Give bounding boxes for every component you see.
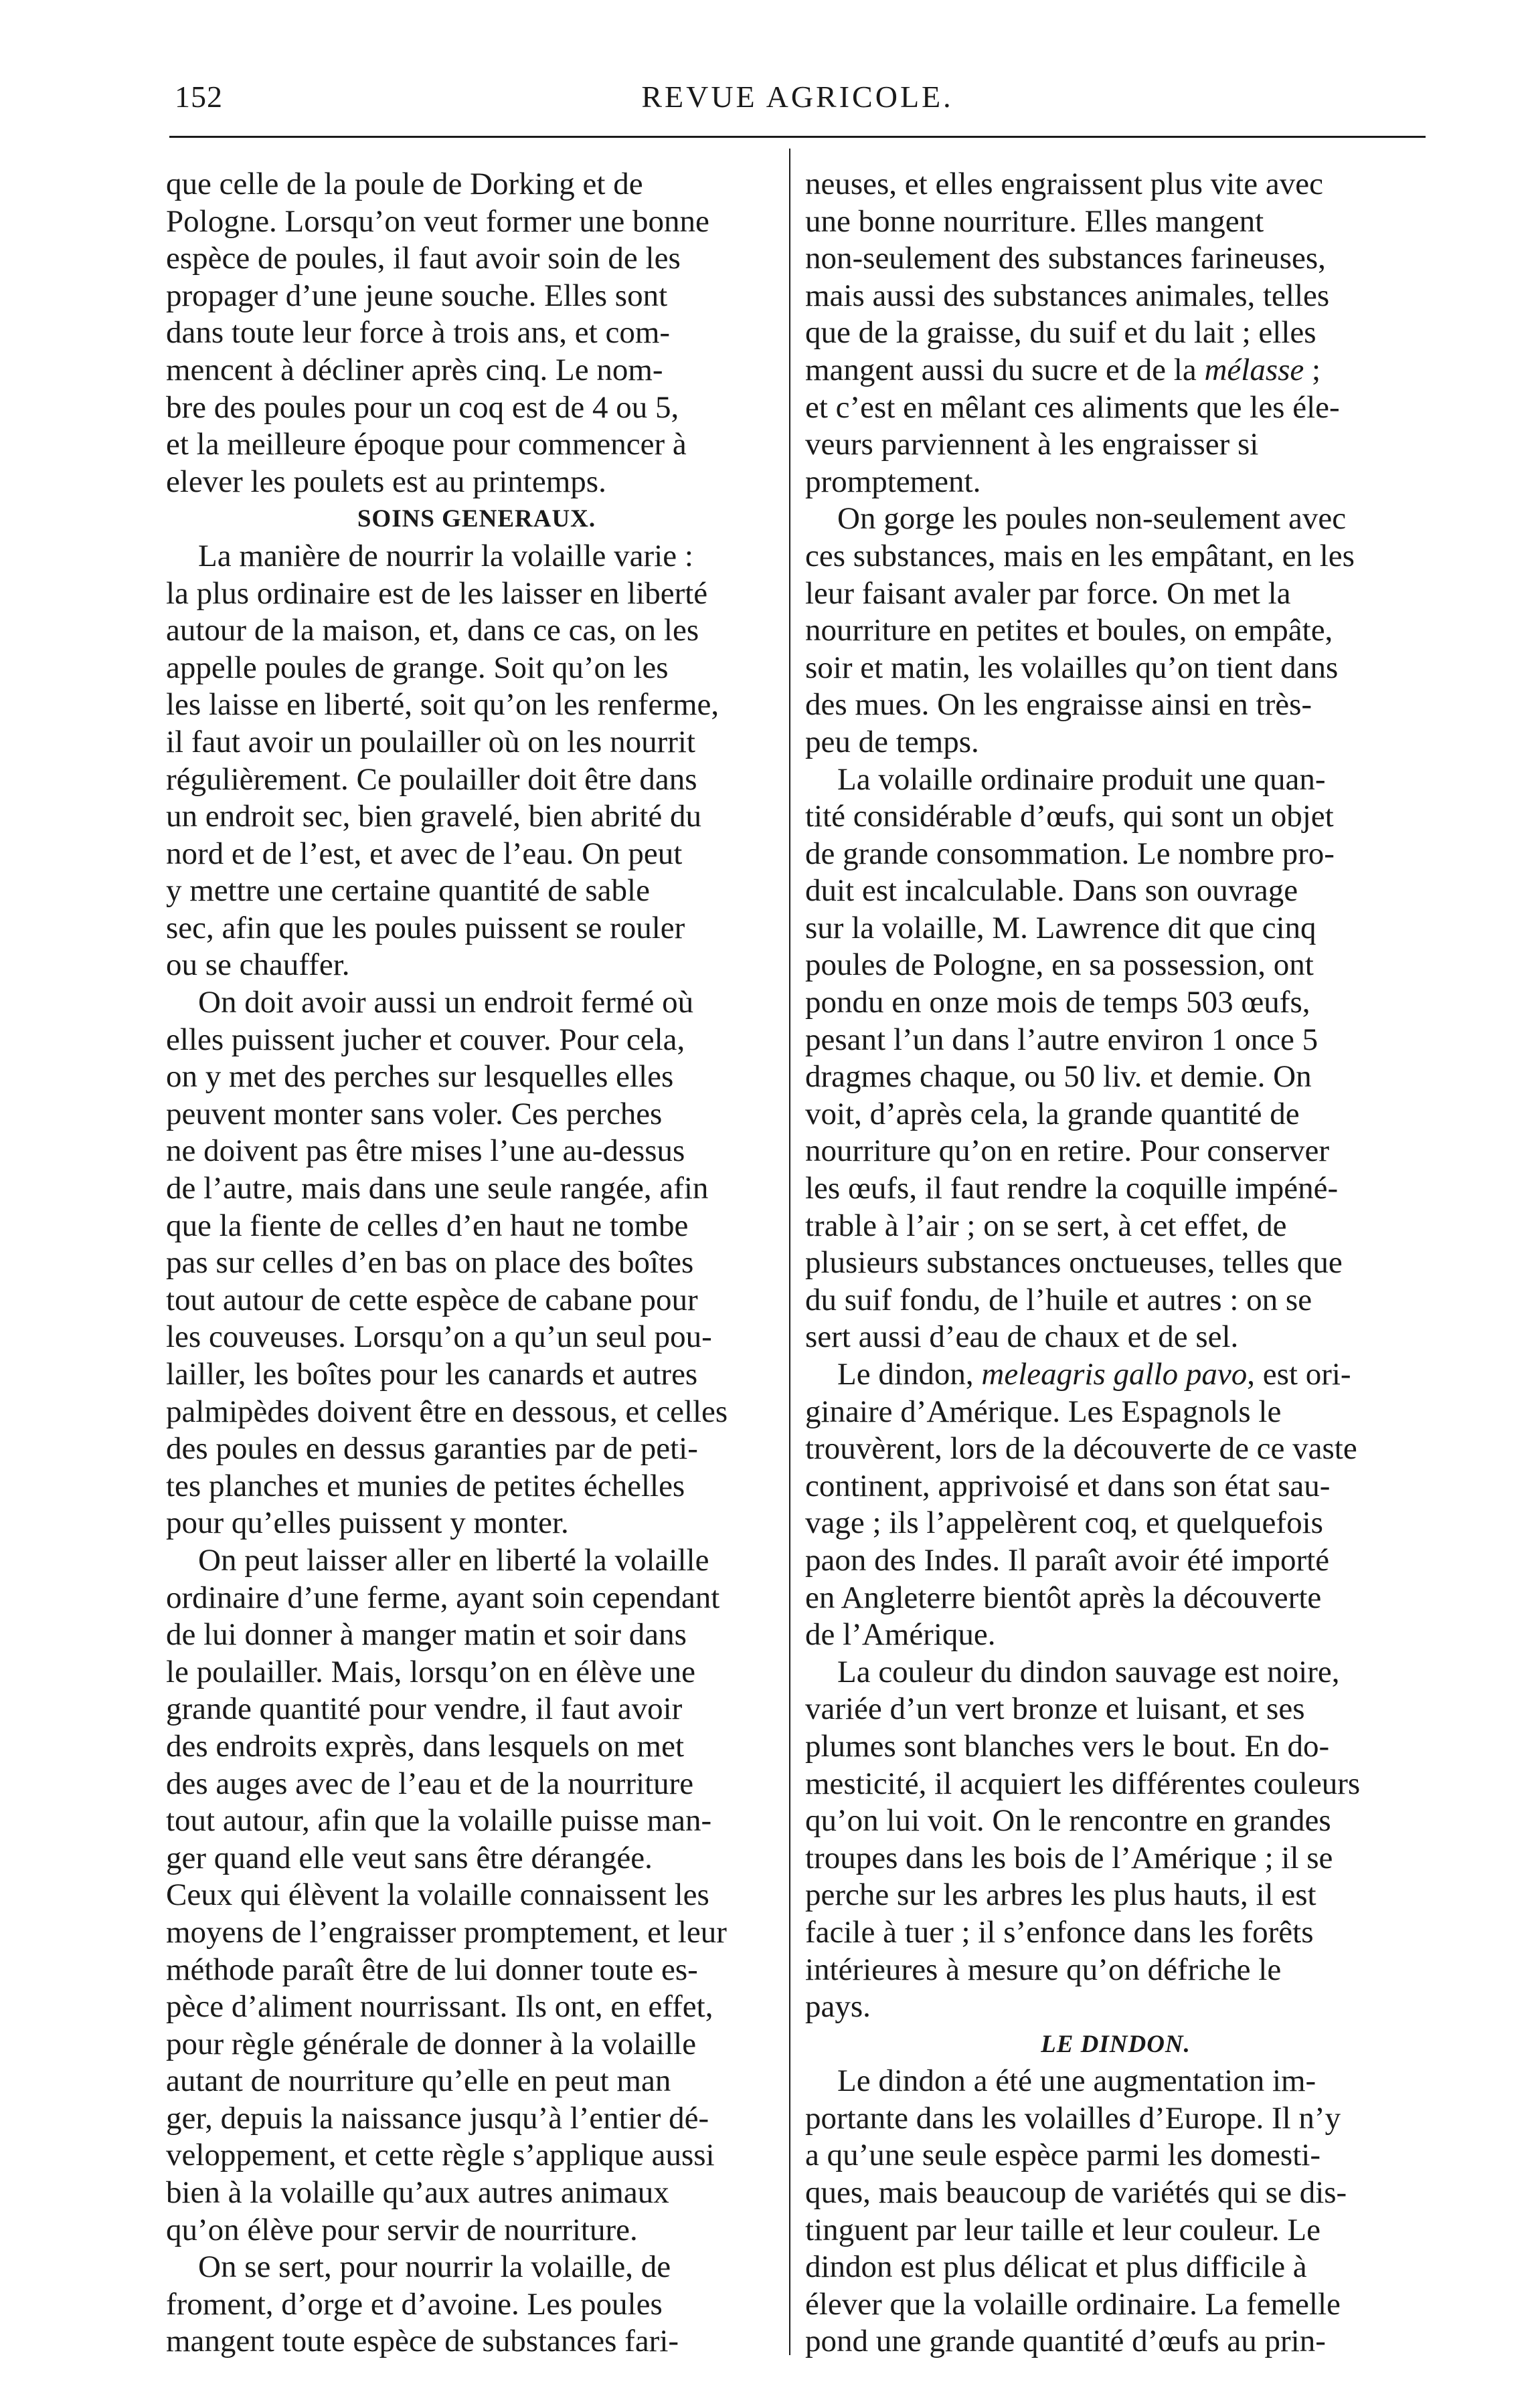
text-line: ques, mais beaucoup de variétés qui se dis- <box>805 2175 1347 2211</box>
text-line: des endroits exprès, dans lesquels on met <box>166 1728 685 1764</box>
right-column <box>805 166 1426 2360</box>
text-line: une bonne nourriture. Elles mangent <box>805 203 1264 239</box>
text-line: tout autour de cette espèce de cabane pour <box>166 1282 698 1317</box>
text-line: le poulailler. Mais, lorsqu’on en élève une <box>166 1654 695 1689</box>
text-line: des mues. On les engraisse ainsi en très- <box>805 687 1312 723</box>
text-line: leur faisant avaler par force. On met la <box>805 575 1291 611</box>
text-line: lailler, les boîtes pour les canards et autres <box>166 1357 698 1392</box>
text-line: régulièrement. Ce poulailler doit être dans <box>166 761 697 797</box>
text-line: duit est incalculable. Dans son ouvrage <box>805 873 1298 909</box>
text-line: ou se chauffer. <box>166 947 350 983</box>
text-line: pour qu’elles puissent y monter. <box>166 1505 569 1541</box>
text-line: facile à tuer ; il s’enfonce dans les forêts <box>805 1914 1314 1950</box>
text-line: pays. <box>805 1989 871 2025</box>
text-line: espèce de poules, il faut avoir soin de les <box>166 241 681 276</box>
text-line: On doit avoir aussi un endroit fermé où <box>198 985 694 1020</box>
text-line: paon des Indes. Il paraît avoir été importé <box>805 1542 1330 1578</box>
text-line: intérieures à mesure qu’on défriche le <box>805 1952 1282 1987</box>
text-line: il faut avoir un poulailler où on les nourrit <box>166 724 695 759</box>
text-line: mesticité, il acquiert les différentes couleurs <box>805 1766 1361 1801</box>
text-line: de lui donner à manger matin et soir dans <box>166 1617 687 1653</box>
text-line: propager d’une jeune souche. Elles sont <box>166 278 668 313</box>
text-line: La manière de nourrir la volaille varie : <box>198 538 693 573</box>
text-line: palmipèdes doivent être en dessous, et celles <box>166 1394 728 1429</box>
running-title: REVUE AGRICOLE. <box>641 80 954 114</box>
text-line: dindon est plus délicat et plus difficile à <box>805 2249 1307 2285</box>
text-line: pond une grande quantité d’œufs au prin- <box>805 2324 1326 2359</box>
text-line: dragmes chaque, ou 50 liv. et demie. On <box>805 1059 1312 1095</box>
text-line: Le dindon a été une augmentation im- <box>837 2063 1316 2099</box>
text-line: La couleur du dindon sauvage est noire, <box>837 1654 1340 1689</box>
text-line: mangent toute espèce de substances fari- <box>166 2324 679 2359</box>
text-line: tité considérable d’œufs, qui sont un objet <box>805 799 1334 834</box>
text-line: troupes dans les bois de l’Amérique ; il se <box>805 1840 1333 1875</box>
page-header <box>169 79 1426 132</box>
text-line: ger quand elle veut sans être dérangée. <box>166 1840 653 1875</box>
text-line: mangent aussi du sucre et de la mélasse ; <box>805 352 1321 387</box>
text-line: veloppement, et cette règle s’applique aussi <box>166 2138 715 2173</box>
text-line: les couveuses. Lorsqu’on a qu’un seul pou- <box>166 1319 712 1355</box>
text-line: trouvèrent, lors de la découverte de ce vaste <box>805 1431 1357 1467</box>
column-separator <box>789 149 790 2355</box>
page-number: 152 <box>175 80 223 114</box>
text-line: du suif fondu, de l’huile et autres : on se <box>805 1282 1312 1317</box>
text-line: sur la volaille, M. Lawrence dit que cinq <box>805 910 1316 945</box>
text-line: y mettre une certaine quantité de sable <box>166 873 650 909</box>
text-line: Ceux qui élèvent la volaille connaissent les <box>166 1877 709 1913</box>
text-line: On gorge les poules non-seulement avec <box>837 501 1347 537</box>
text-line: qu’on élève pour servir de nourriture. <box>166 2212 638 2247</box>
text-line: non-seulement des substances farineuses, <box>805 241 1326 276</box>
text-line: un endroit sec, bien gravelé, bien abrité du <box>166 799 702 834</box>
text-line: pondu en onze mois de temps 503 œufs, <box>805 985 1310 1020</box>
text-line: portante dans les volailles d’Europe. Il n’y <box>805 2100 1341 2136</box>
text-line: nourriture en petites et boules, on empâte, <box>805 613 1333 648</box>
header-rule <box>169 136 1426 138</box>
text-line: bien à la volaille qu’aux autres animaux <box>166 2175 669 2211</box>
text-line: peu de temps. <box>805 724 979 759</box>
text-line: on y met des perches sur lesquelles elles <box>166 1059 674 1095</box>
text-line: veurs parviennent à les engraisser si <box>805 427 1259 462</box>
text-line: méthode paraît être de lui donner toute es- <box>166 1952 698 1987</box>
text-line: sec, afin que les poules puissent se rouler <box>166 910 685 945</box>
text-line: neuses, et elles engraissent plus vite avec <box>805 167 1323 201</box>
text-line: qu’on lui voit. On le rencontre en grandes <box>805 1803 1331 1839</box>
text-line: les laisse en liberté, soit qu’on les renferme, <box>166 687 719 723</box>
text-line: la plus ordinaire est de les laisser en liberté <box>166 575 708 611</box>
text-line: de l’autre, mais dans une seule rangée, afin <box>166 1171 709 1206</box>
text-line: élever que la volaille ordinaire. La femelle <box>805 2286 1341 2322</box>
text-line: mais aussi des substances animales, telles <box>805 278 1330 313</box>
text-line: variée d’un vert bronze et luisant, et ses <box>805 1691 1305 1727</box>
text-line: perche sur les arbres les plus hauts, il est <box>805 1877 1316 1913</box>
section-heading: SOINS GENERAUX. <box>357 505 596 533</box>
text-line: Pologne. Lorsqu’on veut former une bonne <box>166 203 709 239</box>
text-line: que la fiente de celles d’en haut ne tombe <box>166 1208 689 1243</box>
text-line: plumes sont blanches vers le bout. En do- <box>805 1728 1330 1764</box>
text-line: elever les poulets est au printemps. <box>166 464 606 499</box>
text-line: autant de nourriture qu’elle en peut man <box>166 2063 671 2099</box>
text-line: ger, depuis la naissance jusqu’à l’entier dé- <box>166 2100 709 2136</box>
text-line: pas sur celles d’en bas on place des boîtes <box>166 1245 694 1281</box>
text-line: pèce d’aliment nourrissant. Ils ont, en effet, <box>166 1989 713 2025</box>
text-line: Le dindon, meleagris gallo pavo, est ori- <box>837 1357 1351 1392</box>
text-line: des poules en dessus garanties par de peti- <box>166 1431 698 1467</box>
text-line: nord et de l’est, et avec de l’eau. On peut <box>166 836 683 871</box>
text-line: que de la graisse, du suif et du lait ; elles <box>805 315 1316 351</box>
text-line: La volaille ordinaire produit une quan- <box>837 761 1326 797</box>
text-line: autour de la maison, et, dans ce cas, on les <box>166 613 699 648</box>
text-line: en Angleterre bientôt après la découverte <box>805 1580 1322 1615</box>
text-line: ne doivent pas être mises l’une au-dessus <box>166 1133 685 1169</box>
text-line: elles puissent jucher et couver. Pour cela, <box>166 1022 685 1057</box>
text-line: On se sert, pour nourrir la volaille, de <box>198 2249 671 2285</box>
text-line: ginaire d’Amérique. Les Espagnols le <box>805 1394 1282 1429</box>
left-column <box>166 166 787 2360</box>
text-line: ces substances, mais en les empâtant, en les <box>805 538 1355 573</box>
text-line: et c’est en mêlant ces aliments que les éle- <box>805 389 1340 425</box>
text-line: que celle de la poule de Dorking et de <box>166 167 643 201</box>
text-line: poules de Pologne, en sa possession, ont <box>805 947 1314 983</box>
text-line: dans toute leur force à trois ans, et com- <box>166 315 671 351</box>
text-line: a qu’une seule espèce parmi les domesti- <box>805 2138 1321 2173</box>
text-line: et la meilleure époque pour commencer à <box>166 427 687 462</box>
text-line: sert aussi d’eau de chaux et de sel. <box>805 1319 1239 1355</box>
text-line: trable à l’air ; on se sert, à cet effet, de <box>805 1208 1287 1243</box>
text-line: tinguent par leur taille et leur couleur. Le <box>805 2212 1321 2247</box>
text-line: vage ; ils l’appelèrent coq, et quelquefois <box>805 1505 1323 1541</box>
text-line: tes planches et munies de petites échelles <box>166 1468 685 1503</box>
text-line: moyens de l’engraisser promptement, et leur <box>166 1914 727 1950</box>
text-line: de grande consommation. Le nombre pro- <box>805 836 1335 871</box>
text-line: voit, d’après cela, la grande quantité de <box>805 1096 1300 1131</box>
text-line: de l’Amérique. <box>805 1617 996 1653</box>
text-line: bre des poules pour un coq est de 4 ou 5, <box>166 389 679 425</box>
text-line: plusieurs substances onctueuses, telles que <box>805 1245 1343 1281</box>
text-line: soir et matin, les volailles qu’on tient dans <box>805 650 1339 685</box>
text-line: peuvent monter sans voler. Ces perches <box>166 1096 663 1131</box>
text-line: promptement. <box>805 464 981 499</box>
text-line: continent, apprivoisé et dans son état sau- <box>805 1468 1331 1503</box>
text-line: tout autour, afin que la volaille puisse man- <box>166 1803 712 1839</box>
text-line: ordinaire d’une ferme, ayant soin cependant <box>166 1580 720 1615</box>
text-line: les œufs, il faut rendre la coquille impéné- <box>805 1171 1339 1206</box>
text-line: On peut laisser aller en liberté la volaille <box>198 1542 709 1578</box>
text-line: pour règle générale de donner à la volaille <box>166 2026 697 2061</box>
text-line: nourriture qu’on en retire. Pour conserver <box>805 1133 1330 1169</box>
text-line: froment, d’orge et d’avoine. Les poules <box>166 2286 663 2322</box>
text-line: pesant l’un dans l’autre environ 1 once 5 <box>805 1022 1318 1057</box>
text-line: grande quantité pour vendre, il faut avoir <box>166 1691 683 1727</box>
text-line: mencent à décliner après cinq. Le nom- <box>166 352 663 387</box>
text-line: des auges avec de l’eau et de la nourriture <box>166 1766 694 1801</box>
section-heading: LE DINDON. <box>1041 2030 1191 2058</box>
text-line: appelle poules de grange. Soit qu’on les <box>166 650 669 685</box>
